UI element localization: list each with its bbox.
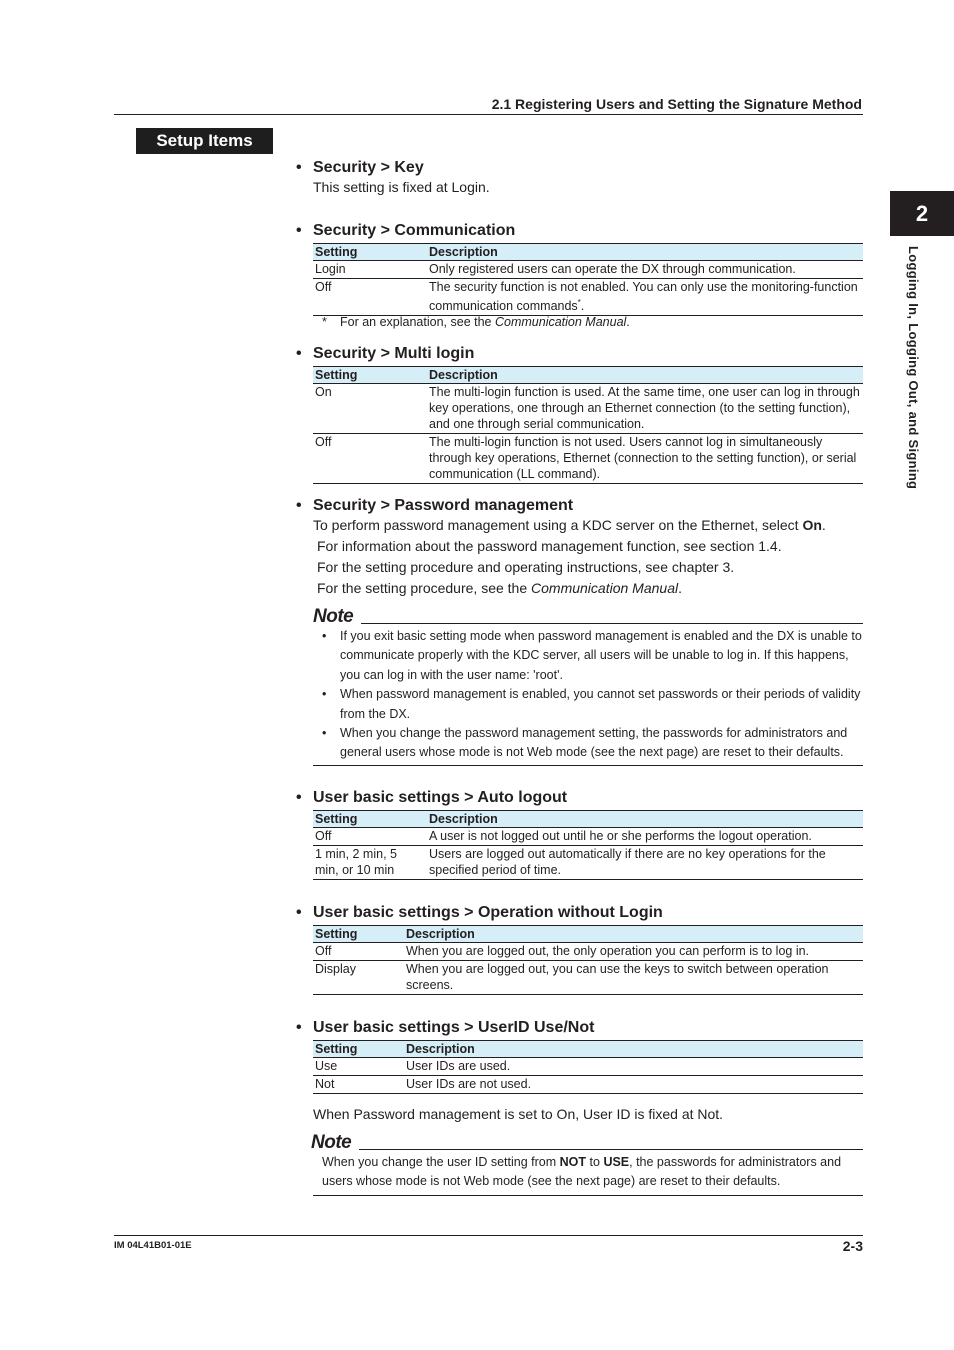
note-top-rule <box>361 623 863 624</box>
section-heading-multi-login: • Security > Multi login <box>296 345 475 362</box>
note-heading: Note <box>313 606 354 627</box>
section-heading-communication: • Security > Communication <box>296 222 516 239</box>
column-header: Description <box>427 244 863 261</box>
list-item: • When you change the password management setting, the passwords for administrators and general users whose mode is not Web mode (see the next page) are reset to their defaults. <box>322 726 848 760</box>
password-line-3: For the setting procedure and operating instructions, see chapter 3. <box>317 559 735 575</box>
userid-after-text: When Password management is set to On, User ID is fixed at Not. <box>313 1106 724 1122</box>
note-heading: Note <box>311 1132 352 1153</box>
table-row: Use User IDs are used. <box>313 1058 863 1076</box>
footnote-marker: * <box>577 298 581 307</box>
table-row: Off A user is not logged out until he or she performs the logout operation. <box>313 828 863 846</box>
key-description: This setting is fixed at Login. <box>313 179 490 195</box>
table-row: On The multi-login function is used. At the same time, one user can log in through key operations, one through an Ethernet connection (to the setting function), and one through serial communication. <box>313 384 863 434</box>
section-heading-operation-without-login: • User basic settings > Operation without Login <box>296 904 663 921</box>
communication-footnote: * For an explanation, see the Communication Manual. <box>322 315 630 329</box>
operation-without-login-table <box>313 925 863 995</box>
auto-logout-table <box>313 810 863 880</box>
footer-rule <box>114 1235 863 1236</box>
column-header: Setting <box>313 244 427 261</box>
table-row: Off The multi-login function is not used. Users cannot log in simultaneously through key operations, Ethernet (connection to the setting function), or serial communication (LL command). <box>313 434 863 484</box>
note-text: When you change the user ID setting from NOT to USE, the passwords for administrators and users whose mode is not Web mode (see the next page) are reset to their defaults. <box>322 1155 842 1189</box>
note-bottom-rule <box>313 1195 863 1196</box>
table-row: Login Only registered users can operate the DX through communication. <box>313 261 863 279</box>
note-list <box>322 627 863 763</box>
document-id: IM 04L41B01-01E <box>114 1240 192 1251</box>
table-row: Off The security function is not enabled. You can only use the monitoring-function communication commands*. <box>313 279 863 316</box>
column-header: Setting <box>313 1041 404 1058</box>
password-line-2: For information about the password management function, see section 1.4. <box>317 538 782 554</box>
table-row: Display When you are logged out, you can use the keys to switch between operation screens. <box>313 961 863 995</box>
table-row: Not User IDs are not used. <box>313 1076 863 1094</box>
list-item: • If you exit basic setting mode when password management is enabled and the DX is unable to communicate properly with the KDC server, all users will be unable to log in. If this happens, you can log in with the user name: 'root'. <box>322 629 862 682</box>
column-header: Setting <box>313 367 427 384</box>
running-header: 2.1 Registering Users and Setting the Signature Method <box>491 96 862 112</box>
table-row: Off When you are logged out, the only operation you can perform is to log in. <box>313 943 863 961</box>
chapter-side-title: Logging In, Logging Out, and Signing <box>906 246 921 490</box>
section-heading-key: • Security > Key <box>296 159 424 176</box>
section-heading-userid: • User basic settings > UserID Use/Not <box>296 1019 595 1036</box>
column-header: Setting <box>313 926 404 943</box>
list-item: • When password management is enabled, you cannot set passwords or their periods of validity from the DX. <box>322 687 861 721</box>
note-top-rule <box>359 1149 863 1150</box>
column-header: Description <box>404 1041 863 1058</box>
password-line-1: To perform password management using a KDC server on the Ethernet, select On. <box>313 517 826 533</box>
column-header: Description <box>427 367 863 384</box>
page-number: 2-3 <box>842 1238 863 1254</box>
userid-table <box>313 1040 863 1094</box>
communication-table <box>313 243 863 316</box>
table-row: 1 min, 2 min, 5 min, or 10 min Users are logged out automatically if there are no key operations for the specified period of time. <box>313 846 863 880</box>
section-heading-auto-logout: • User basic settings > Auto logout <box>296 789 568 806</box>
column-header: Description <box>427 811 863 828</box>
chapter-tab: 2 <box>890 191 954 236</box>
setup-items-heading: Setup Items <box>136 128 273 154</box>
header-rule <box>114 114 863 115</box>
column-header: Description <box>404 926 863 943</box>
password-line-4: For the setting procedure, see the Communication Manual. <box>317 580 682 596</box>
note-bottom-rule <box>313 765 863 766</box>
multi-login-table <box>313 366 863 484</box>
column-header: Setting <box>313 811 427 828</box>
section-heading-password-management: • Security > Password management <box>296 497 574 514</box>
